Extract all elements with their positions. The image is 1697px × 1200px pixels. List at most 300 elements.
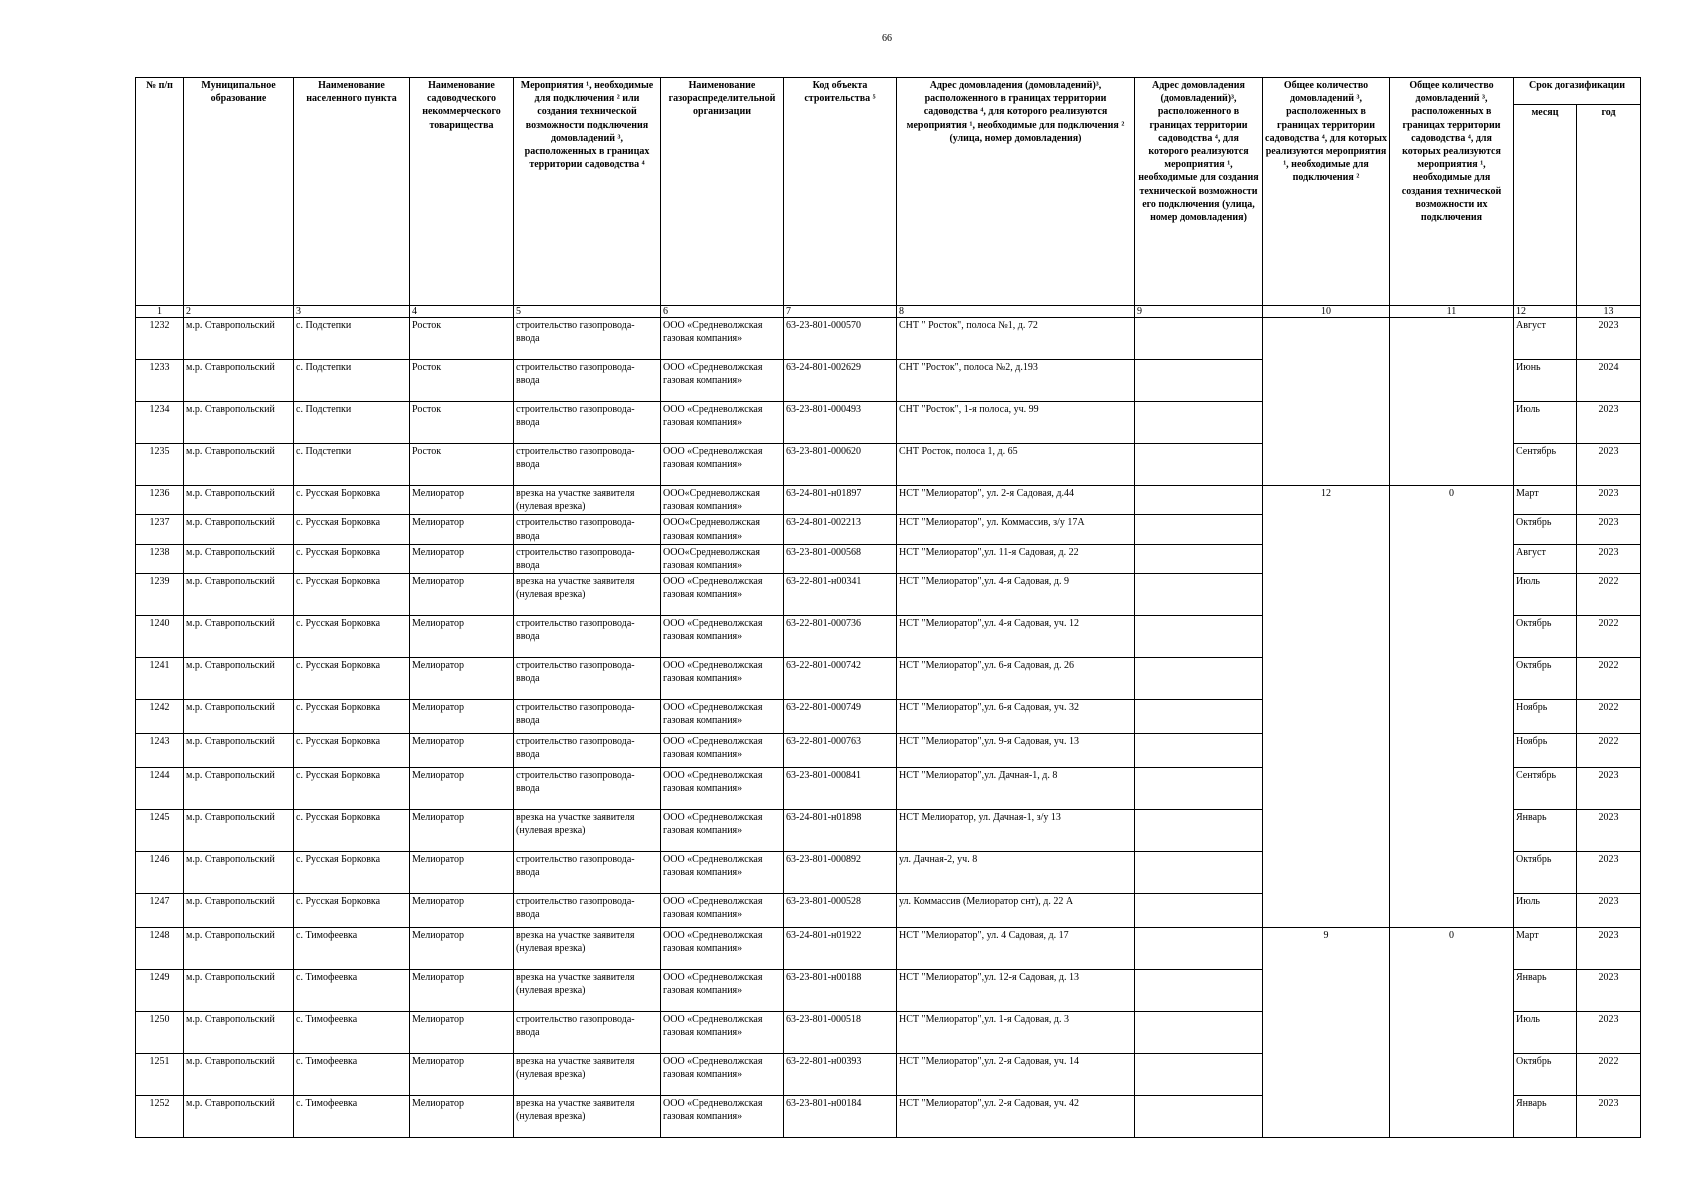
gas-org-cell: ООО «Средневолжская газовая компания» [661, 1054, 784, 1096]
measure-cell: строительство газопровода-ввода [514, 402, 661, 444]
address-tech-cell [1135, 318, 1263, 360]
table-row [136, 852, 1641, 894]
municipality-cell: м.р. Ставропольский [184, 970, 294, 1012]
municipality-cell: м.р. Ставропольский [184, 574, 294, 616]
count-tech-cell [1390, 810, 1514, 852]
settlement-cell: с. Тимофеевка [294, 1012, 410, 1054]
object-code-cell: 63-23-801-000493 [784, 402, 897, 444]
header-count-tech: Общее количество домовладений ³, расположенных в границах территории садоводства ⁴, для которых реализуются мероприятия ¹, необходимые для создания технической возможности их подключения [1390, 78, 1514, 306]
count-tech-cell: 0 [1390, 486, 1514, 515]
count-tech-cell [1390, 360, 1514, 402]
table-body [136, 318, 1641, 1138]
measure-cell: строительство газопровода-ввода [514, 658, 661, 700]
gas-org-cell: ООО «Средневолжская газовая компания» [661, 658, 784, 700]
partnership-cell: Росток [410, 360, 514, 402]
row-number: 1232 [136, 318, 184, 360]
municipality-cell: м.р. Ставропольский [184, 852, 294, 894]
municipality-cell: м.р. Ставропольский [184, 318, 294, 360]
address-tech-cell [1135, 734, 1263, 768]
municipality-cell: м.р. Ставропольский [184, 444, 294, 486]
count-connect-cell [1263, 444, 1390, 486]
measure-cell: строительство газопровода-ввода [514, 734, 661, 768]
gas-org-cell: ООО«Средневолжская газовая компания» [661, 544, 784, 573]
gas-org-cell: ООО «Средневолжская газовая компания» [661, 616, 784, 658]
year-cell: 2023 [1577, 544, 1641, 573]
column-number: 8 [897, 306, 1135, 318]
month-cell: Июнь [1514, 360, 1577, 402]
municipality-cell: м.р. Ставропольский [184, 928, 294, 970]
address-cell: НСТ "Мелиоратор",ул. Дачная-1, д. 8 [897, 768, 1135, 810]
count-connect-cell [1263, 402, 1390, 444]
column-number: 12 [1514, 306, 1577, 318]
month-cell: Январь [1514, 970, 1577, 1012]
partnership-cell: Росток [410, 444, 514, 486]
count-tech-cell [1390, 402, 1514, 444]
gas-org-cell: ООО «Средневолжская газовая компания» [661, 734, 784, 768]
count-connect-cell [1263, 1012, 1390, 1054]
count-tech-cell: 0 [1390, 928, 1514, 970]
address-tech-cell [1135, 1012, 1263, 1054]
month-cell: Январь [1514, 1096, 1577, 1138]
count-tech-cell [1390, 444, 1514, 486]
gas-org-cell: ООО «Средневолжская газовая компания» [661, 1096, 784, 1138]
header-deadline: Срок догазификации [1514, 78, 1641, 105]
settlement-cell: с. Русская Борковка [294, 574, 410, 616]
object-code-cell: 63-23-801-000620 [784, 444, 897, 486]
gas-org-cell: ООО «Средневолжская газовая компания» [661, 970, 784, 1012]
measure-cell: строительство газопровода-ввода [514, 768, 661, 810]
address-tech-cell [1135, 616, 1263, 658]
month-cell: Июль [1514, 402, 1577, 444]
address-cell: НСТ "Мелиоратор",ул. 2-я Садовая, уч. 42 [897, 1096, 1135, 1138]
measure-cell: строительство газопровода-ввода [514, 318, 661, 360]
count-connect-cell [1263, 734, 1390, 768]
settlement-cell: с. Русская Борковка [294, 486, 410, 515]
municipality-cell: м.р. Ставропольский [184, 515, 294, 544]
table-row [136, 1054, 1641, 1096]
measure-cell: врезка на участке заявителя (нулевая врезка) [514, 970, 661, 1012]
measure-cell: строительство газопровода-ввода [514, 700, 661, 734]
count-tech-cell [1390, 544, 1514, 573]
count-connect-cell [1263, 515, 1390, 544]
gas-org-cell: ООО «Средневолжская газовая компания» [661, 574, 784, 616]
count-connect-cell [1263, 360, 1390, 402]
measure-cell: строительство газопровода-ввода [514, 544, 661, 573]
object-code-cell: 63-23-801-н00184 [784, 1096, 897, 1138]
settlement-cell: с. Подстепки [294, 444, 410, 486]
month-cell: Ноябрь [1514, 734, 1577, 768]
table-row [136, 402, 1641, 444]
column-number: 9 [1135, 306, 1263, 318]
measure-cell: строительство газопровода-ввода [514, 444, 661, 486]
month-cell: Октябрь [1514, 658, 1577, 700]
settlement-cell: с. Подстепки [294, 402, 410, 444]
address-tech-cell [1135, 810, 1263, 852]
settlement-cell: с. Русская Борковка [294, 810, 410, 852]
row-number: 1233 [136, 360, 184, 402]
address-cell: НСТ "Мелиоратор", ул. 4 Садовая, д. 17 [897, 928, 1135, 970]
count-tech-cell [1390, 894, 1514, 928]
column-number-row [136, 306, 1641, 318]
column-number: 11 [1390, 306, 1514, 318]
address-cell: СНТ "Росток", полоса №2, д.193 [897, 360, 1135, 402]
row-number: 1250 [136, 1012, 184, 1054]
address-cell: НСТ "Мелиоратор",ул. 6-я Садовая, д. 26 [897, 658, 1135, 700]
month-cell: Ноябрь [1514, 700, 1577, 734]
month-cell: Март [1514, 486, 1577, 515]
column-number: 5 [514, 306, 661, 318]
count-connect-cell: 12 [1263, 486, 1390, 515]
gas-org-cell: ООО «Средневолжская газовая компания» [661, 768, 784, 810]
row-number: 1245 [136, 810, 184, 852]
object-code-cell: 63-23-801-000570 [784, 318, 897, 360]
municipality-cell: м.р. Ставропольский [184, 1054, 294, 1096]
month-cell: Октябрь [1514, 852, 1577, 894]
year-cell: 2023 [1577, 486, 1641, 515]
address-cell: НСТ Мелиоратор, ул. Дачная-1, з/у 13 [897, 810, 1135, 852]
count-tech-cell [1390, 515, 1514, 544]
address-tech-cell [1135, 1096, 1263, 1138]
month-cell: Август [1514, 318, 1577, 360]
count-connect-cell [1263, 970, 1390, 1012]
municipality-cell: м.р. Ставропольский [184, 700, 294, 734]
column-number: 4 [410, 306, 514, 318]
address-cell: НСТ "Мелиоратор",ул. 2-я Садовая, уч. 14 [897, 1054, 1135, 1096]
address-cell: ул. Дачная-2, уч. 8 [897, 852, 1135, 894]
column-number: 7 [784, 306, 897, 318]
partnership-cell: Мелиоратор [410, 700, 514, 734]
gas-org-cell: ООО«Средневолжская газовая компания» [661, 486, 784, 515]
gas-org-cell: ООО «Средневолжская газовая компания» [661, 928, 784, 970]
partnership-cell: Мелиоратор [410, 810, 514, 852]
table-row [136, 1096, 1641, 1138]
address-cell: ул. Коммассив (Мелиоратор снт), д. 22 А [897, 894, 1135, 928]
count-connect-cell [1263, 544, 1390, 573]
address-tech-cell [1135, 700, 1263, 734]
partnership-cell: Росток [410, 402, 514, 444]
address-cell: НСТ "Мелиоратор", ул. Коммассив, з/у 17А [897, 515, 1135, 544]
settlement-cell: с. Тимофеевка [294, 928, 410, 970]
month-cell: Сентябрь [1514, 768, 1577, 810]
gas-org-cell: ООО «Средневолжская газовая компания» [661, 444, 784, 486]
object-code-cell: 63-22-801-000742 [784, 658, 897, 700]
partnership-cell: Мелиоратор [410, 1096, 514, 1138]
measure-cell: строительство газопровода-ввода [514, 616, 661, 658]
header-object-code: Код объекта строительства ⁵ [784, 78, 897, 306]
count-connect-cell [1263, 768, 1390, 810]
year-cell: 2022 [1577, 616, 1641, 658]
measure-cell: строительство газопровода-ввода [514, 515, 661, 544]
table-row [136, 734, 1641, 768]
year-cell: 2022 [1577, 658, 1641, 700]
measure-cell: врезка на участке заявителя (нулевая врезка) [514, 486, 661, 515]
month-cell: Октябрь [1514, 1054, 1577, 1096]
count-tech-cell [1390, 768, 1514, 810]
partnership-cell: Мелиоратор [410, 515, 514, 544]
measure-cell: врезка на участке заявителя (нулевая врезка) [514, 928, 661, 970]
partnership-cell: Росток [410, 318, 514, 360]
row-number: 1248 [136, 928, 184, 970]
partnership-cell: Мелиоратор [410, 1054, 514, 1096]
year-cell: 2023 [1577, 810, 1641, 852]
row-number: 1242 [136, 700, 184, 734]
address-tech-cell [1135, 768, 1263, 810]
row-number: 1237 [136, 515, 184, 544]
settlement-cell: с. Русская Борковка [294, 768, 410, 810]
object-code-cell: 63-23-801-000528 [784, 894, 897, 928]
table-row [136, 544, 1641, 573]
year-cell: 2022 [1577, 700, 1641, 734]
year-cell: 2023 [1577, 1096, 1641, 1138]
gas-org-cell: ООО «Средневолжская газовая компания» [661, 852, 784, 894]
gas-org-cell: ООО«Средневолжская газовая компания» [661, 515, 784, 544]
table-row [136, 444, 1641, 486]
count-connect-cell: 9 [1263, 928, 1390, 970]
partnership-cell: Мелиоратор [410, 574, 514, 616]
header-address-connect: Адрес домовладения (домовладений)³, расположенного в границах территории садоводства ⁴, для которого реализуются мероприятия ¹, необходимые для подключения ² (улица, номер домовладения) [897, 78, 1135, 306]
municipality-cell: м.р. Ставропольский [184, 360, 294, 402]
object-code-cell: 63-23-801-000892 [784, 852, 897, 894]
object-code-cell: 63-24-801-н01898 [784, 810, 897, 852]
table-row [136, 1012, 1641, 1054]
header-measures: Мероприятия ¹, необходимые для подключения ² или создания технической возможности подключения домовладений ³, расположенных в границах территории садоводства ⁴ [514, 78, 661, 306]
table-row [136, 574, 1641, 616]
partnership-cell: Мелиоратор [410, 928, 514, 970]
partnership-cell: Мелиоратор [410, 616, 514, 658]
address-tech-cell [1135, 970, 1263, 1012]
count-connect-cell [1263, 616, 1390, 658]
count-tech-cell [1390, 1012, 1514, 1054]
row-number: 1244 [136, 768, 184, 810]
count-tech-cell [1390, 318, 1514, 360]
column-number: 13 [1577, 306, 1641, 318]
object-code-cell: 63-24-801-002629 [784, 360, 897, 402]
column-number: 1 [136, 306, 184, 318]
row-number: 1241 [136, 658, 184, 700]
partnership-cell: Мелиоратор [410, 1012, 514, 1054]
municipality-cell: м.р. Ставропольский [184, 768, 294, 810]
count-tech-cell [1390, 1096, 1514, 1138]
gas-org-cell: ООО «Средневолжская газовая компания» [661, 402, 784, 444]
table-row [136, 928, 1641, 970]
row-number: 1236 [136, 486, 184, 515]
header-number: № п/п [136, 78, 184, 306]
settlement-cell: с. Тимофеевка [294, 970, 410, 1012]
address-cell: НСТ "Мелиоратор",ул. 1-я Садовая, д. 3 [897, 1012, 1135, 1054]
address-cell: СНТ "Росток", 1-я полоса, уч. 99 [897, 402, 1135, 444]
month-cell: Июль [1514, 574, 1577, 616]
row-number: 1243 [136, 734, 184, 768]
object-code-cell: 63-24-801-н01897 [784, 486, 897, 515]
count-tech-cell [1390, 852, 1514, 894]
partnership-cell: Мелиоратор [410, 658, 514, 700]
count-connect-cell [1263, 1054, 1390, 1096]
count-connect-cell [1263, 810, 1390, 852]
month-cell: Январь [1514, 810, 1577, 852]
address-cell: НСТ "Мелиоратор", ул. 2-я Садовая, д.44 [897, 486, 1135, 515]
table-row [136, 768, 1641, 810]
row-number: 1252 [136, 1096, 184, 1138]
count-tech-cell [1390, 658, 1514, 700]
year-cell: 2023 [1577, 444, 1641, 486]
table-row [136, 658, 1641, 700]
year-cell: 2023 [1577, 402, 1641, 444]
settlement-cell: с. Русская Борковка [294, 700, 410, 734]
address-tech-cell [1135, 894, 1263, 928]
address-cell: СНТ Росток, полоса 1, д. 65 [897, 444, 1135, 486]
table-row [136, 810, 1641, 852]
count-tech-cell [1390, 700, 1514, 734]
year-cell: 2023 [1577, 318, 1641, 360]
partnership-cell: Мелиоратор [410, 544, 514, 573]
measure-cell: врезка на участке заявителя (нулевая врезка) [514, 810, 661, 852]
column-number: 10 [1263, 306, 1390, 318]
table-row [136, 360, 1641, 402]
year-cell: 2023 [1577, 515, 1641, 544]
year-cell: 2023 [1577, 1012, 1641, 1054]
address-tech-cell [1135, 852, 1263, 894]
object-code-cell: 63-23-801-000518 [784, 1012, 897, 1054]
header-month: месяц [1514, 105, 1577, 306]
measure-cell: врезка на участке заявителя (нулевая врезка) [514, 1096, 661, 1138]
year-cell: 2023 [1577, 768, 1641, 810]
row-number: 1249 [136, 970, 184, 1012]
count-tech-cell [1390, 616, 1514, 658]
column-number: 3 [294, 306, 410, 318]
count-tech-cell [1390, 574, 1514, 616]
address-tech-cell [1135, 544, 1263, 573]
table-row [136, 894, 1641, 928]
settlement-cell: с. Подстепки [294, 318, 410, 360]
municipality-cell: м.р. Ставропольский [184, 1012, 294, 1054]
measure-cell: строительство газопровода-ввода [514, 360, 661, 402]
count-connect-cell [1263, 1096, 1390, 1138]
address-tech-cell [1135, 360, 1263, 402]
count-tech-cell [1390, 1054, 1514, 1096]
month-cell: Июль [1514, 894, 1577, 928]
header-municipality: Муниципальное образование [184, 78, 294, 306]
partnership-cell: Мелиоратор [410, 768, 514, 810]
year-cell: 2022 [1577, 574, 1641, 616]
gas-org-cell: ООО «Средневолжская газовая компания» [661, 700, 784, 734]
page-number: 66 [882, 33, 892, 44]
object-code-cell: 63-23-801-000841 [784, 768, 897, 810]
municipality-cell: м.р. Ставропольский [184, 894, 294, 928]
header-address-tech: Адрес домовладения (домовладений)³, расположенного в границах территории садоводства ⁴, для которого реализуются мероприятия ¹, необходимые для создания технической возможности его подключения (улица, номер домовладения) [1135, 78, 1263, 306]
month-cell: Сентябрь [1514, 444, 1577, 486]
month-cell: Октябрь [1514, 515, 1577, 544]
gas-org-cell: ООО «Средневолжская газовая компания» [661, 360, 784, 402]
row-number: 1238 [136, 544, 184, 573]
header-year: год [1577, 105, 1641, 306]
municipality-cell: м.р. Ставропольский [184, 658, 294, 700]
count-tech-cell [1390, 970, 1514, 1012]
gasification-table [135, 77, 1641, 1138]
measure-cell: строительство газопровода-ввода [514, 852, 661, 894]
address-cell: НСТ "Мелиоратор",ул. 4-я Садовая, д. 9 [897, 574, 1135, 616]
year-cell: 2022 [1577, 1054, 1641, 1096]
year-cell: 2024 [1577, 360, 1641, 402]
municipality-cell: м.р. Ставропольский [184, 1096, 294, 1138]
address-tech-cell [1135, 1054, 1263, 1096]
settlement-cell: с. Русская Борковка [294, 852, 410, 894]
object-code-cell: 63-23-801-н00188 [784, 970, 897, 1012]
year-cell: 2023 [1577, 852, 1641, 894]
address-tech-cell [1135, 486, 1263, 515]
address-tech-cell [1135, 658, 1263, 700]
address-tech-cell [1135, 444, 1263, 486]
object-code-cell: 63-22-801-н00341 [784, 574, 897, 616]
count-connect-cell [1263, 894, 1390, 928]
settlement-cell: с. Русская Борковка [294, 616, 410, 658]
table-row [136, 700, 1641, 734]
settlement-cell: с. Тимофеевка [294, 1054, 410, 1096]
measure-cell: строительство газопровода-ввода [514, 1012, 661, 1054]
address-tech-cell [1135, 515, 1263, 544]
object-code-cell: 63-23-801-000568 [784, 544, 897, 573]
municipality-cell: м.р. Ставропольский [184, 402, 294, 444]
month-cell: Октябрь [1514, 616, 1577, 658]
settlement-cell: с. Русская Борковка [294, 734, 410, 768]
settlement-cell: с. Русская Борковка [294, 658, 410, 700]
address-cell: НСТ "Мелиоратор",ул. 4-я Садовая, уч. 12 [897, 616, 1135, 658]
table-row [136, 616, 1641, 658]
address-tech-cell [1135, 402, 1263, 444]
header-partnership: Наименование садоводческого некоммерческого товарищества [410, 78, 514, 306]
count-tech-cell [1390, 734, 1514, 768]
count-connect-cell [1263, 574, 1390, 616]
settlement-cell: с. Русская Борковка [294, 894, 410, 928]
year-cell: 2023 [1577, 928, 1641, 970]
municipality-cell: м.р. Ставропольский [184, 486, 294, 515]
partnership-cell: Мелиоратор [410, 486, 514, 515]
row-number: 1235 [136, 444, 184, 486]
gas-org-cell: ООО «Средневолжская газовая компания» [661, 810, 784, 852]
municipality-cell: м.р. Ставропольский [184, 616, 294, 658]
object-code-cell: 63-22-801-000736 [784, 616, 897, 658]
table-row [136, 318, 1641, 360]
count-connect-cell [1263, 318, 1390, 360]
count-connect-cell [1263, 852, 1390, 894]
partnership-cell: Мелиоратор [410, 970, 514, 1012]
row-number: 1251 [136, 1054, 184, 1096]
municipality-cell: м.р. Ставропольский [184, 810, 294, 852]
gas-org-cell: ООО «Средневолжская газовая компания» [661, 318, 784, 360]
settlement-cell: с. Тимофеевка [294, 1096, 410, 1138]
row-number: 1239 [136, 574, 184, 616]
address-tech-cell [1135, 574, 1263, 616]
row-number: 1247 [136, 894, 184, 928]
measure-cell: врезка на участке заявителя (нулевая врезка) [514, 1054, 661, 1096]
column-number: 2 [184, 306, 294, 318]
address-cell: НСТ "Мелиоратор",ул. 6-я Садовая, уч. 32 [897, 700, 1135, 734]
partnership-cell: Мелиоратор [410, 734, 514, 768]
gas-org-cell: ООО «Средневолжская газовая компания» [661, 1012, 784, 1054]
address-cell: НСТ "Мелиоратор",ул. 11-я Садовая, д. 22 [897, 544, 1135, 573]
address-cell: НСТ "Мелиоратор",ул. 12-я Садовая, д. 13 [897, 970, 1135, 1012]
partnership-cell: Мелиоратор [410, 894, 514, 928]
object-code-cell: 63-22-801-000749 [784, 700, 897, 734]
header-gas-org: Наименование газораспределительной организации [661, 78, 784, 306]
object-code-cell: 63-24-801-н01922 [784, 928, 897, 970]
header-count-connect: Общее количество домовладений ³, расположенных в границах территории садоводства ⁴, для которых реализуются мероприятия ¹, необходимые для подключения ² [1263, 78, 1390, 306]
address-tech-cell [1135, 928, 1263, 970]
row-number: 1240 [136, 616, 184, 658]
table-row [136, 515, 1641, 544]
address-cell: НСТ "Мелиоратор",ул. 9-я Садовая, уч. 13 [897, 734, 1135, 768]
partnership-cell: Мелиоратор [410, 852, 514, 894]
object-code-cell: 63-24-801-002213 [784, 515, 897, 544]
